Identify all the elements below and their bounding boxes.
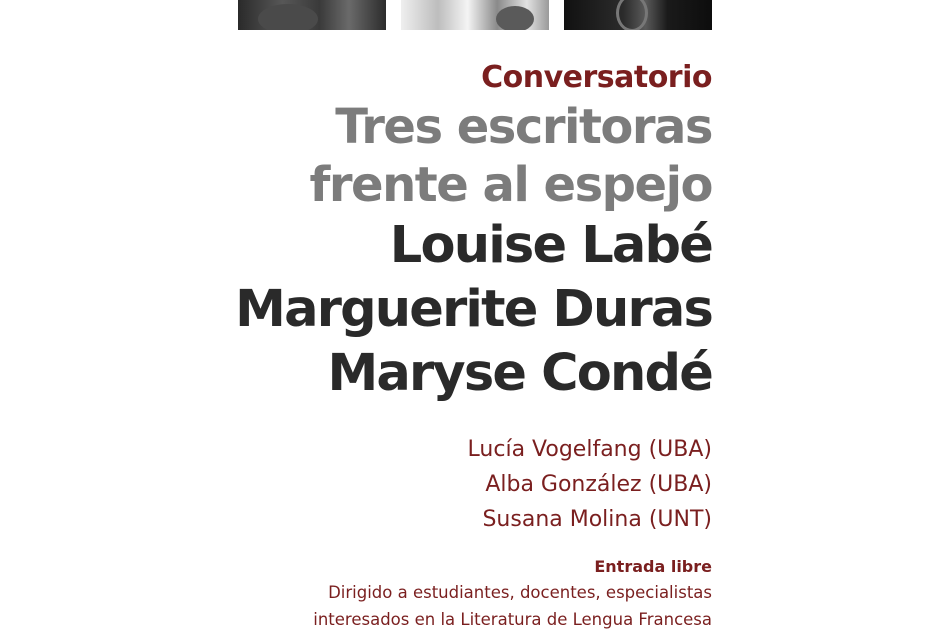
speaker-1: Lucía Vogelfang (UBA) bbox=[467, 437, 712, 462]
audience-line-2: interesados en la Literatura de Lengua Francesa bbox=[313, 610, 712, 629]
speaker-2: Alba González (UBA) bbox=[485, 472, 712, 497]
photo-3 bbox=[564, 0, 712, 30]
entrada-libre: Entrada libre bbox=[594, 557, 712, 576]
photo-1 bbox=[238, 0, 386, 30]
photo-2 bbox=[401, 0, 549, 30]
photo-strip bbox=[0, 0, 950, 30]
author-conde: Maryse Condé bbox=[327, 344, 712, 403]
audience-line-1: Dirigido a estudiantes, docentes, especialistas bbox=[328, 583, 712, 602]
speakers-list bbox=[152, 432, 712, 537]
author-labe: Louise Labé bbox=[389, 216, 712, 275]
speaker-3: Susana Molina (UNT) bbox=[482, 507, 712, 532]
title-line-1: Tres escritoras bbox=[335, 99, 712, 155]
poster-content bbox=[152, 58, 712, 633]
kicker: Conversatorio bbox=[481, 60, 712, 95]
title-line-2: frente al espejo bbox=[309, 157, 712, 213]
author-duras: Marguerite Duras bbox=[235, 280, 712, 339]
